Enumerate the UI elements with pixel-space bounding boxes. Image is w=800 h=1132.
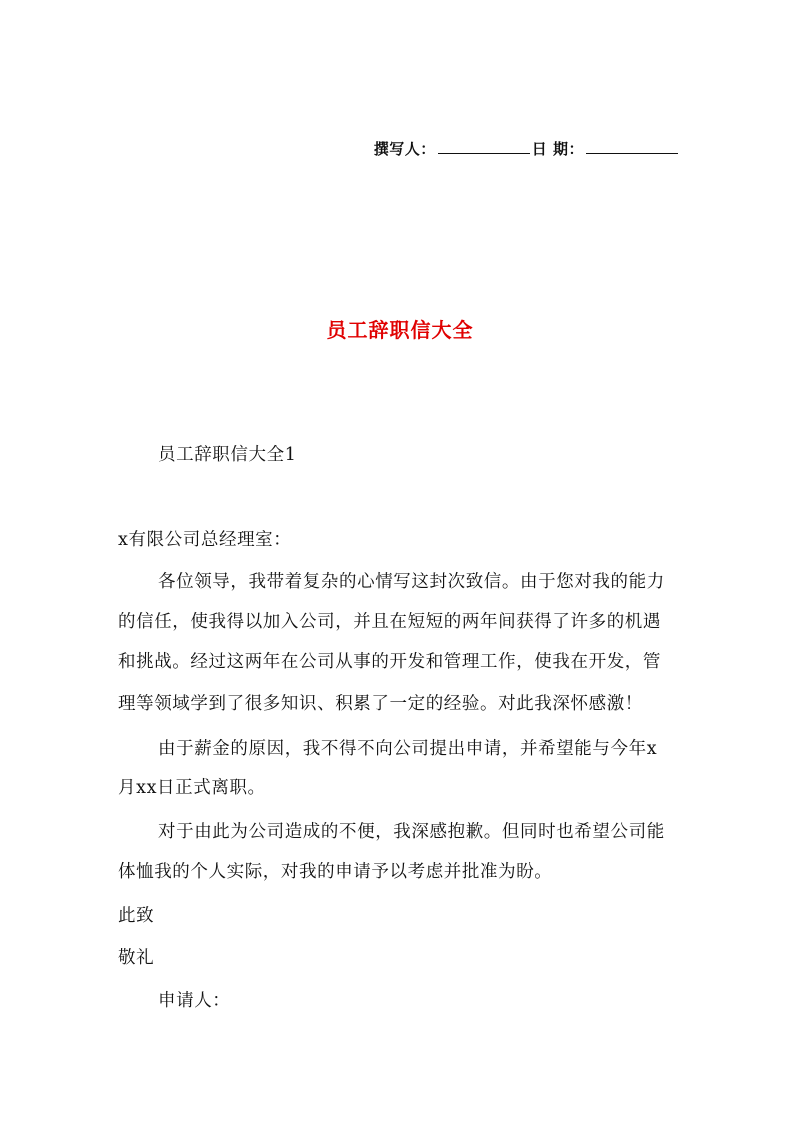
closing-line-2: 敬礼 <box>118 948 155 968</box>
section-heading: 员工辞职信大全1 <box>158 445 297 465</box>
author-date-line <box>374 138 680 159</box>
paragraph-3-line-2: 体恤我的个人实际，对我的申请予以考虑并批准为盼。 <box>118 862 553 882</box>
paragraph-1-line-1: 各位领导，我带着复杂的心情写这封次致信。由于您对我的能力 <box>158 572 665 592</box>
author-label: 撰写人： <box>373 140 436 158</box>
paragraph-2-line-2: 月xx日正式离职。 <box>118 778 266 798</box>
paragraph-2-line-1: 由于薪金的原因，我不得不向公司提出申请，并希望能与今年x <box>158 739 658 759</box>
paragraph-1-line-2: 的信任，使我得以加入公司，并且在短短的两年间获得了许多的机遇 <box>118 612 661 632</box>
date-label: 日 期： <box>531 140 584 158</box>
applicant-label: 申请人： <box>158 991 231 1011</box>
salutation: x有限公司总经理室： <box>118 530 292 550</box>
closing-line-1: 此致 <box>118 906 155 926</box>
paragraph-3-line-1: 对于由此为公司造成的不便，我深感抱歉。但同时也希望公司能 <box>158 822 665 842</box>
paragraph-1-line-4: 理等领域学到了很多知识、积累了一定的经验。对此我深怀感激！ <box>118 694 643 714</box>
date-blank <box>586 141 678 154</box>
author-blank <box>438 141 530 154</box>
document-title: 员工辞职信大全 <box>326 318 474 342</box>
paragraph-1-line-3: 和挑战。经过这两年在公司从事的开发和管理工作，使我在开发，管 <box>118 652 661 672</box>
